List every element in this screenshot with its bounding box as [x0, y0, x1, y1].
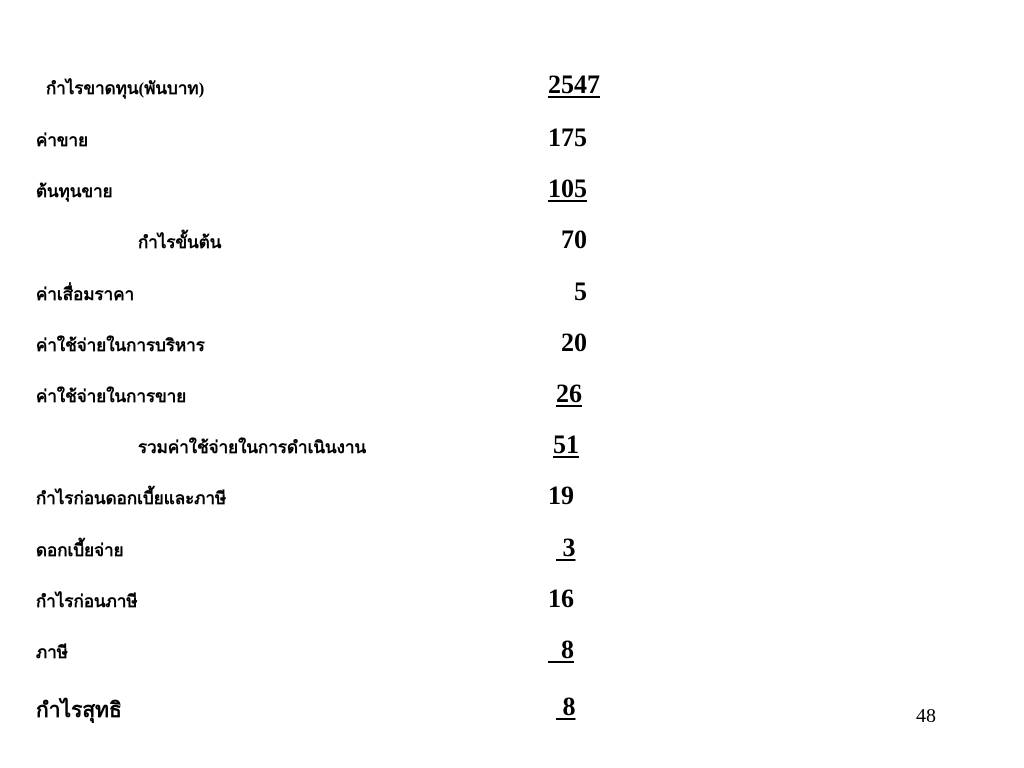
- value-year: 2547: [548, 70, 600, 99]
- label-depreciation: ค่าเสื่อมราคา: [36, 285, 135, 304]
- label-admin-expenses: ค่าใช้จ่ายในการบริหาร: [36, 336, 205, 355]
- value-cost-of-sales: 105: [548, 174, 587, 203]
- label-sales: ค่าขาย: [36, 131, 89, 150]
- value-ebit: 19: [548, 481, 574, 510]
- value-admin-expenses: 20: [548, 328, 587, 357]
- value-sales: 175: [548, 123, 587, 152]
- label-ebit: กำไรก่อนดอกเบี้ยและภาษี: [36, 489, 227, 508]
- label-net-profit: กำไรสุทธิ: [36, 698, 122, 722]
- value-total-operating-expenses: 51: [553, 430, 579, 459]
- value-depreciation: 5: [548, 277, 587, 306]
- label-selling-expenses: ค่าใช้จ่ายในการขาย: [36, 387, 187, 406]
- value-interest-expense: 3: [556, 533, 576, 562]
- label-interest-expense: ดอกเบี้ยจ่าย: [36, 541, 124, 560]
- label-tax: ภาษี: [36, 643, 68, 662]
- page-number: 48: [916, 705, 936, 727]
- label-profit-loss-header: กำไรขาดทุน(พันบาท): [46, 79, 205, 98]
- label-gross-profit: กำไรขั้นต้น: [138, 233, 222, 252]
- label-profit-before-tax: กำไรก่อนภาษี: [36, 592, 138, 611]
- value-gross-profit: 70: [548, 225, 587, 254]
- label-total-operating-expenses: รวมค่าใช้จ่ายในการดำเนินงาน: [138, 438, 367, 457]
- value-net-profit: 8: [556, 692, 576, 721]
- value-selling-expenses: 26: [556, 379, 582, 408]
- value-tax: 8: [548, 635, 574, 664]
- value-profit-before-tax: 16: [548, 584, 574, 613]
- label-cost-of-sales: ต้นทุนขาย: [36, 182, 113, 201]
